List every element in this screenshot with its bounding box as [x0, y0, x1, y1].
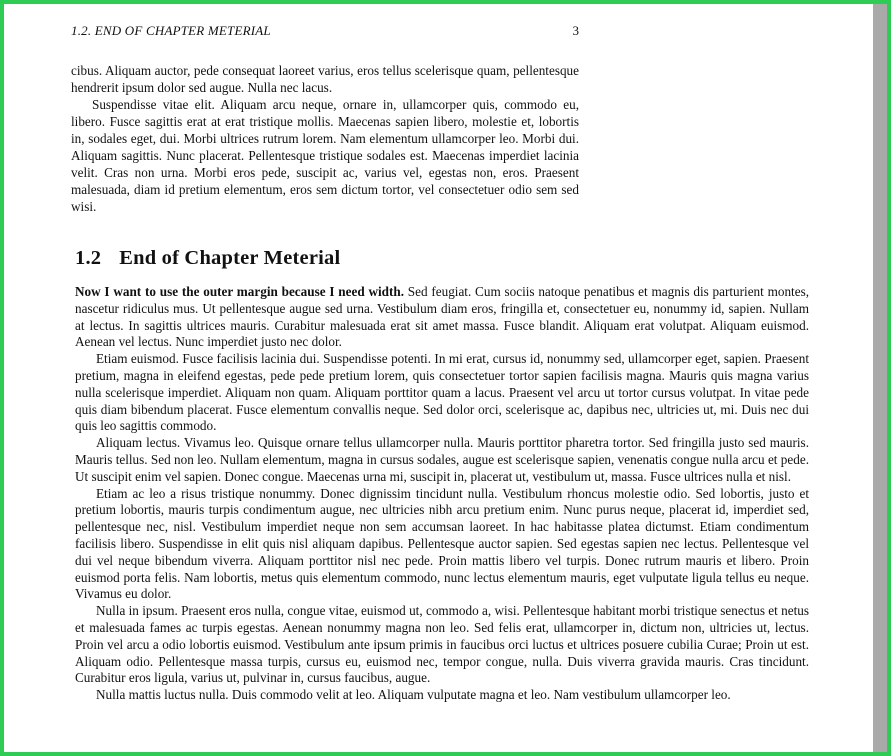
- section-number: 1.2: [75, 247, 102, 269]
- paragraph: Nulla in ipsum. Praesent eros nulla, congue vitae, euismod ut, commodo a, wisi. Pellentesque habitant morbi tristique senectus et netus et malesuada fames ac turpis egestas. Aenean nonummy magna non leo. Sed felis erat, ullamcorper in, dictum non, ultricies ut, lectus. Proin vel arcu a odio lobortis euismod. Vestibulum ante ipsum primis in faucibus orci luctus et ultrices posuere cubilia Curae; Proin ut est. Aliquam odio. Pellentesque massa turpis, cursus eu, euismod nec, tempor congue, nulla. Duis viverra gravida mauris. Cras tincidunt. Curabitur eros ligula, varius ut, pulvinar in, cursus faucibus, augue.: [75, 603, 809, 686]
- lead-paragraph: [75, 284, 809, 351]
- lead-rest-text: Sed feugiat. Cum sociis natoque penatibus et magnis dis parturient montes, nascetur ridiculus mus. Ut pellentesque augue sed urna. Vestibulum diam eros, fringilla et, consectetuer eu, nonummy id, sapien. Nullam at lectus. In sagittis ultrices mauris. Curabitur malesuada erat sit amet massa. Fusce blandit. Aliquam erat volutpat. Aliquam euismod. Aenean vel lectus. Nunc imperdiet justo nec dolor.: [75, 284, 809, 350]
- running-head: [71, 23, 579, 41]
- lead-bold-text: Now I want to use the outer margin because I need width.: [75, 284, 404, 299]
- running-head-chapter: 1.2. END OF CHAPTER METERIAL: [71, 23, 271, 38]
- continued-text-block: [71, 62, 579, 215]
- document-page: [4, 4, 873, 752]
- paragraph: Suspendisse vitae elit. Aliquam arcu neque, ornare in, ullamcorper quis, commodo eu, libero. Fusce sagittis erat at erat tristique mollis. Maecenas sapien libero, molestie et, lobortis in, sodales eget, dui. Morbi ultrices rutrum lorem. Nam elementum ullamcorper leo. Morbi dui. Aliquam sagittis. Nunc placerat. Pellentesque tristique sodales est. Maecenas imperdiet lacinia velit. Cras non urna. Morbi eros pede, suscipit ac, varius vel, egestas non, eros. Praesent malesuada, diam id pretium elementum, eros sem dictum tortor, vel consectetuer odio sem sed wisi.: [71, 97, 579, 214]
- page-edge-shadow: [873, 4, 887, 752]
- section-heading: [75, 247, 340, 270]
- paragraph: Aliquam lectus. Vivamus leo. Quisque ornare tellus ullamcorper nulla. Mauris porttitor pharetra tortor. Sed fringilla justo sed mauris. Mauris tellus. Sed non leo. Nullam elementum, magna in cursus sodales, augue est scelerisque sapien, venenatis congue nulla arcu et pede. Ut suscipit enim vel sapien. Donec congue. Maecenas urna mi, suscipit in, placerat ut, vestibulum ut, massa. Fusce ultrices nulla et nisl.: [75, 435, 809, 484]
- page-number: 3: [572, 23, 579, 38]
- paragraph: Etiam euismod. Fusce facilisis lacinia dui. Suspendisse potenti. In mi erat, cursus id, nonummy sed, ullamcorper eget, sapien. Praesent pretium, magna in eleifend egestas, pede pede pretium lorem, quis consectetuer tortor sapien facilisis magna. Mauris quis magna varius nulla scelerisque imperdiet. Aliquam non quam. Aliquam porttitor quam a lacus. Praesent vel arcu ut tortor cursus volutpat. In vitae pede quis diam bibendum placerat. Fusce elementum convallis neque. Sed dolor orci, scelerisque ac, dapibus nec, ultricies ut, mi. Duis nec dui quis leo sagittis commodo.: [75, 351, 809, 434]
- paragraph: cibus. Aliquam auctor, pede consequat laoreet varius, eros tellus scelerisque quam, pellentesque hendrerit ipsum dolor sed augue. Nulla nec lacus.: [71, 63, 579, 95]
- paragraph: Nulla mattis luctus nulla. Duis commodo velit at leo. Aliquam vulputate magna et leo. Nam vestibulum ullamcorper leo.: [96, 687, 731, 703]
- paragraph: Etiam ac leo a risus tristique nonummy. Donec dignissim tincidunt nulla. Vestibulum rhoncus molestie odio. Sed lobortis, justo et pretium lobortis, mauris turpis condimentum augue, nec ultricies nibh arcu pretium enim. Nunc purus neque, placerat id, imperdiet sed, pellentesque nec, nisl. Vestibulum imperdiet neque non sem accumsan laoreet. In hac habitasse platea dictumst. Etiam condimentum facilisis libero. Suspendisse in elit quis nisl aliquam dapibus. Pellentesque auctor sapien. Sed egestas sapien nec lectus. Pellentesque vel dui vel neque bibendum viverra. Aliquam porttitor nisl nec pede. Proin mattis libero vel turpis. Donec rutrum mauris et libero. Proin euismod porta felis. Nam lobortis, metus quis elementum commodo, nunc lectus elementum mauris, eget vulputate ligula tellus eu neque. Vivamus eu dolor.: [75, 485, 809, 602]
- section-body: [75, 284, 809, 704]
- section-title: End of Chapter Meterial: [119, 247, 341, 269]
